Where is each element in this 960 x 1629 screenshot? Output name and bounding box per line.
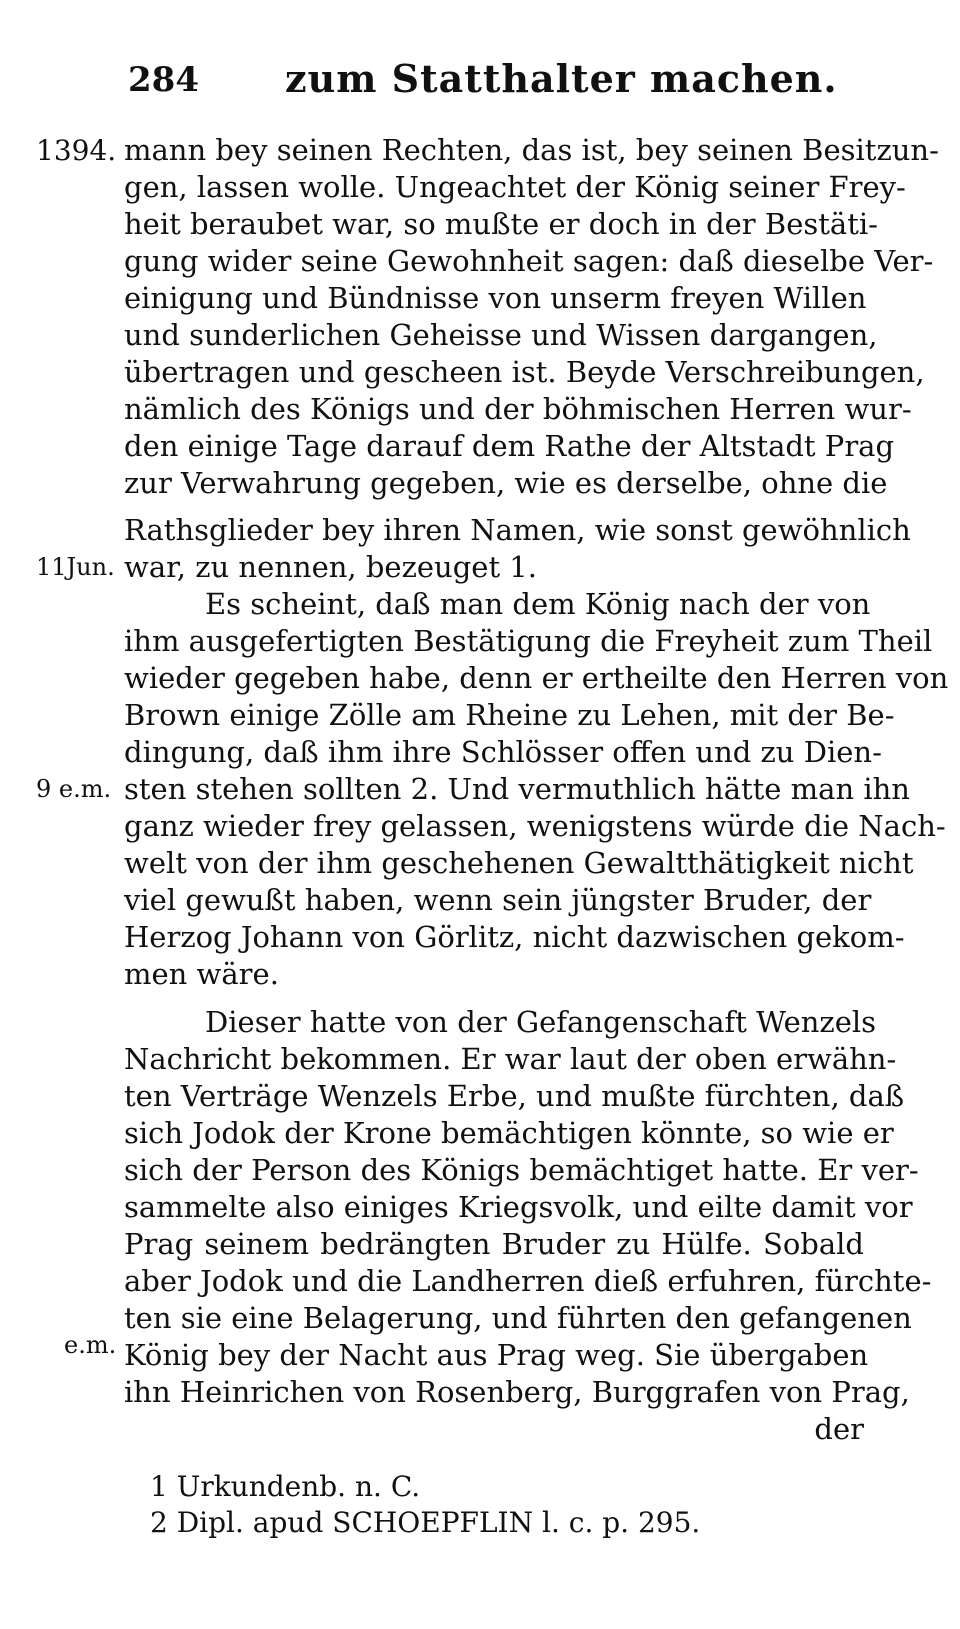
text-line: gung wider seine Gewohnheit sagen: daß dieselbe Ver- xyxy=(124,244,934,278)
text-line: und sunderlichen Geheisse und Wissen dargangen, xyxy=(124,318,878,352)
text-line: den einige Tage darauf dem Rathe der Altstadt Prag xyxy=(124,429,895,463)
paragraph-start: Dieser hatte von der Gefangenschaft Wenzels xyxy=(205,1005,877,1039)
text-line: ihm ausgefertigten Bestätigung die Freyheit zum Theil xyxy=(124,624,933,658)
margin-note-date: e.m. xyxy=(64,1331,117,1359)
text-line: sich Jodok der Krone bemächtigen könnte, so wie er xyxy=(124,1116,894,1150)
text-line: wieder gegeben habe, denn er ertheilte den Herren von xyxy=(124,661,949,695)
footnote: 2 Dipl. apud SCHOEPFLIN l. c. p. 295. xyxy=(150,1506,701,1539)
text-line: viel gewußt haben, wenn sein jüngster Bruder, der xyxy=(124,883,872,917)
text-line: Prag seinem bedrängten Bruder zu Hülfe. Sobald xyxy=(124,1227,864,1261)
catchword: der xyxy=(814,1412,864,1446)
text-line: Nachricht bekommen. Er war laut der oben erwähn- xyxy=(124,1042,897,1076)
text-line: Herzog Johann von Görlitz, nicht dazwischen gekom- xyxy=(124,920,905,954)
text-line: ganz wieder frey gelassen, wenigstens würde die Nach- xyxy=(124,809,946,843)
text-line: ten Verträge Wenzels Erbe, und mußte fürchten, daß xyxy=(124,1079,905,1113)
text-line: dingung, daß ihm ihre Schlösser offen und zu Dien- xyxy=(124,735,882,769)
text-line: sammelte also einiges Kriegsvolk, und eilte damit vor xyxy=(124,1190,913,1224)
text-line: König bey der Nacht aus Prag weg. Sie übergaben xyxy=(124,1338,869,1372)
running-head: zum Statthalter machen. xyxy=(285,56,838,101)
page-header xyxy=(128,50,868,110)
paragraph-start: Es scheint, daß man dem König nach der von xyxy=(205,587,871,621)
text-line: Brown einige Zölle am Rheine zu Lehen, mit der Be- xyxy=(124,698,895,732)
text-line: sich der Person des Königs bemächtiget hatte. Er ver- xyxy=(124,1153,919,1187)
margin-note-date: 9 e.m. xyxy=(36,775,112,803)
text-line: nämlich des Königs und der böhmischen Herren wur- xyxy=(124,392,912,426)
text-line: sten stehen sollten 2. Und vermuthlich hätte man ihn xyxy=(124,772,910,806)
text-line: aber Jodok und die Landherren dieß erfuhren, fürchte- xyxy=(124,1264,932,1298)
text-line: gen, lassen wolle. Ungeachtet der König seiner Frey- xyxy=(124,170,906,204)
text-line: zur Verwahrung gegeben, wie es derselbe, ohne die xyxy=(124,466,888,500)
margin-note-year: 1394. xyxy=(36,134,117,167)
page-number: 284 xyxy=(128,60,199,100)
text-line: heit beraubet war, so mußte er doch in der Bestäti- xyxy=(124,207,878,241)
text-line: ihn Heinrichen von Rosenberg, Burggrafen von Prag, xyxy=(124,1375,910,1409)
text-line: mann bey seinen Rechten, das ist, bey seinen Besitzun- xyxy=(124,133,939,167)
text-line: welt von der ihm geschehenen Gewaltthätigkeit nicht xyxy=(124,846,914,880)
margin-note-date: 11Jun. xyxy=(36,553,115,581)
text-line: einigung und Bündnisse von unserm freyen Willen xyxy=(124,281,867,315)
text-line: ten sie eine Belagerung, und führten den gefangenen xyxy=(124,1301,912,1335)
text-line: Rathsglieder bey ihren Namen, wie sonst gewöhnlich xyxy=(124,513,911,547)
text-line: men wäre. xyxy=(124,957,279,991)
text-line: war, zu nennen, bezeuget 1. xyxy=(124,550,537,584)
text-line: übertragen und gescheen ist. Beyde Verschreibungen, xyxy=(124,355,925,389)
footnote: 1 Urkundenb. n. C. xyxy=(150,1470,421,1503)
